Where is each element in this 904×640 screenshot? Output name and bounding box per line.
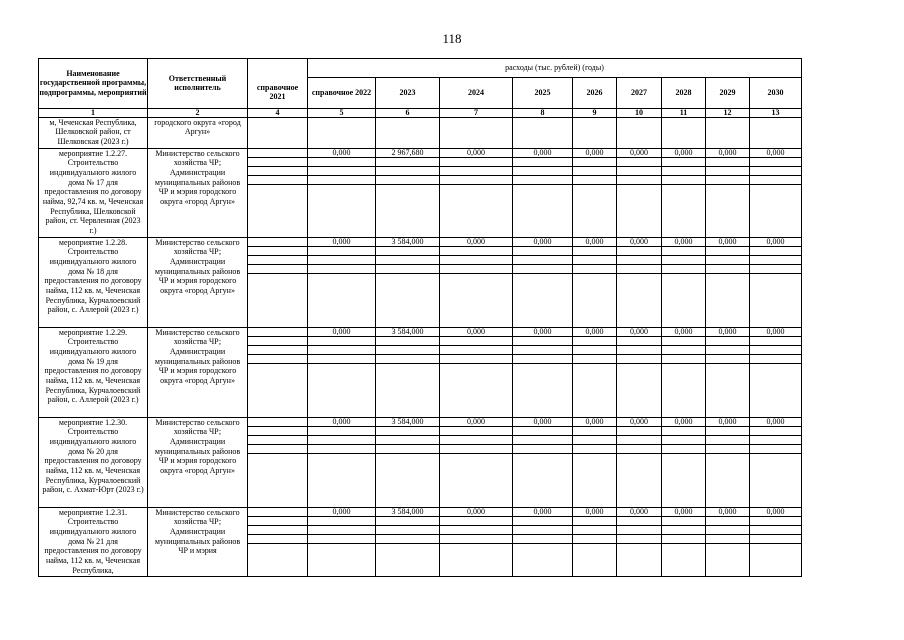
value-cell bbox=[248, 417, 308, 507]
header-year: 2028 bbox=[662, 77, 706, 108]
value-cell bbox=[308, 327, 376, 417]
value: 3 584,000 bbox=[391, 507, 424, 516]
column-number: 11 bbox=[662, 108, 706, 117]
value-cell bbox=[750, 117, 802, 148]
value-cell bbox=[248, 327, 308, 417]
value: 0,000 bbox=[674, 148, 693, 157]
value-cell bbox=[662, 327, 706, 417]
value-cell bbox=[248, 117, 308, 148]
value: 0,000 bbox=[332, 507, 351, 516]
value-cell bbox=[440, 327, 513, 417]
value: 2 967,680 bbox=[391, 148, 424, 157]
value: 0,000 bbox=[766, 417, 785, 426]
value-cell bbox=[308, 417, 376, 507]
value-cell bbox=[706, 417, 750, 507]
table-row bbox=[39, 148, 802, 237]
value-cell bbox=[750, 507, 802, 576]
value-cell bbox=[750, 417, 802, 507]
value-cell bbox=[308, 117, 376, 148]
value: 0,000 bbox=[718, 417, 737, 426]
value: 0,000 bbox=[766, 507, 785, 516]
row-executor: Министерство сельского хозяйства ЧР; Администрации муниципальных районов ЧР и мэрия городского округа «город Аргун» bbox=[148, 417, 248, 507]
row-name: мероприятие 1.2.30. Строительство индивидуального жилого дома № 20 для предоставления по договору найма, 112 кв. м, Чеченская Республика, Курчалоевский район, с. Ахмат-Юрт (2023 г.) bbox=[39, 417, 148, 507]
header-year: справочное 2021 bbox=[248, 77, 308, 108]
value-cell bbox=[617, 327, 662, 417]
table-row bbox=[39, 117, 802, 148]
header-year: 2030 bbox=[750, 77, 802, 108]
value-cell bbox=[573, 117, 617, 148]
value bbox=[248, 508, 307, 516]
value-cell bbox=[662, 507, 706, 576]
row-name: мероприятие 1.2.29. Строительство индивидуального жилого дома № 19 для предоставления по договору найма, 112 кв. м, Чеченская Республика, Курчалоевский район, с. Аллерой (2023 г.) bbox=[39, 327, 148, 417]
value-cell bbox=[513, 148, 573, 237]
value: 0,000 bbox=[332, 148, 351, 157]
row-executor: Министерство сельского хозяйства ЧР; Администрации муниципальных районов ЧР и мэрия городского округа «город Аргун» bbox=[148, 327, 248, 417]
header-year: 2024 bbox=[440, 77, 513, 108]
header-year: 2027 bbox=[617, 77, 662, 108]
value-cell bbox=[706, 237, 750, 327]
value: 0,000 bbox=[332, 237, 351, 246]
value bbox=[248, 238, 307, 246]
table-row bbox=[39, 237, 802, 327]
value-cell bbox=[440, 507, 513, 576]
value: 0,000 bbox=[332, 327, 351, 336]
header-name: Наименование государственной программы, подпрограммы, мероприятий bbox=[39, 59, 148, 109]
value-cell bbox=[662, 148, 706, 237]
table-row bbox=[39, 417, 802, 507]
row-name: мероприятие 1.2.31. Строительство индивидуального жилого дома № 21 для предоставления по договору найма, 112 кв. м, Чеченская Республика, bbox=[39, 507, 148, 576]
value-cell bbox=[573, 148, 617, 237]
value: 0,000 bbox=[467, 148, 485, 157]
value-cell bbox=[376, 327, 440, 417]
table-row bbox=[39, 507, 802, 576]
value: 3 584,000 bbox=[391, 327, 424, 336]
column-number: 6 bbox=[376, 108, 440, 117]
value: 0,000 bbox=[467, 417, 485, 426]
header-executor: Ответственный исполнитель bbox=[148, 59, 248, 109]
value: 0,000 bbox=[674, 417, 693, 426]
value-cell bbox=[308, 507, 376, 576]
value-cell bbox=[617, 117, 662, 148]
header-gap bbox=[248, 59, 308, 78]
value-cell bbox=[440, 417, 513, 507]
value: 0,000 bbox=[533, 148, 552, 157]
value-cell bbox=[440, 237, 513, 327]
value-cell bbox=[573, 327, 617, 417]
value: 0,000 bbox=[718, 148, 737, 157]
table-row bbox=[39, 327, 802, 417]
value-cell bbox=[376, 507, 440, 576]
header-year: справочное 2022 bbox=[308, 77, 376, 108]
value-cell bbox=[440, 117, 513, 148]
value-cell bbox=[376, 237, 440, 327]
value: 0,000 bbox=[630, 507, 648, 516]
value: 0,000 bbox=[718, 237, 737, 246]
header-expenses: расходы (тыс. рублей) (годы) bbox=[308, 59, 802, 78]
value bbox=[248, 149, 307, 157]
value-cell bbox=[308, 237, 376, 327]
value: 0,000 bbox=[674, 237, 693, 246]
budget-table bbox=[38, 58, 802, 577]
value-cell bbox=[513, 507, 573, 576]
header-year: 2023 bbox=[376, 77, 440, 108]
value-cell bbox=[617, 237, 662, 327]
row-executor: Министерство сельского хозяйства ЧР; Администрации муниципальных районов ЧР и мэрия bbox=[148, 507, 248, 576]
value bbox=[248, 328, 307, 336]
column-number: 9 bbox=[573, 108, 617, 117]
value: 0,000 bbox=[585, 327, 604, 336]
column-number: 10 bbox=[617, 108, 662, 117]
column-number: 4 bbox=[248, 108, 308, 117]
header-year: 2029 bbox=[706, 77, 750, 108]
value-cell bbox=[376, 148, 440, 237]
row-executor: городского округа «город Аргун» bbox=[148, 117, 248, 148]
value: 0,000 bbox=[467, 507, 485, 516]
column-number: 8 bbox=[513, 108, 573, 117]
value-cell bbox=[662, 117, 706, 148]
row-executor: Министерство сельского хозяйства ЧР; Администрации муниципальных районов ЧР и мэрия городского округа «город Аргун» bbox=[148, 148, 248, 237]
header-year: 2026 bbox=[573, 77, 617, 108]
value-cell bbox=[706, 117, 750, 148]
value: 0,000 bbox=[630, 417, 648, 426]
value-cell bbox=[248, 148, 308, 237]
value-cell bbox=[706, 507, 750, 576]
column-number: 13 bbox=[750, 108, 802, 117]
header-year: 2025 bbox=[513, 77, 573, 108]
value-cell bbox=[513, 417, 573, 507]
value: 0,000 bbox=[674, 327, 693, 336]
row-name: м, Чеченская Республика, Шелковской район, ст Шелковская (2023 г.) bbox=[39, 117, 148, 148]
value-cell bbox=[617, 417, 662, 507]
value-cell bbox=[248, 237, 308, 327]
value-cell bbox=[573, 417, 617, 507]
column-number: 7 bbox=[440, 108, 513, 117]
value: 0,000 bbox=[674, 507, 693, 516]
header-row-numbers bbox=[39, 108, 802, 117]
row-name: мероприятие 1.2.28. Строительство индивидуального жилого дома № 18 для предоставления по договору найма, 112 кв. м, Чеченская Республика, Курчалоевский район, с. Аллерой (2023 г.) bbox=[39, 237, 148, 327]
value: 0,000 bbox=[533, 327, 552, 336]
value: 0,000 bbox=[766, 148, 785, 157]
value-cell bbox=[573, 237, 617, 327]
value: 0,000 bbox=[766, 327, 785, 336]
value: 0,000 bbox=[585, 507, 604, 516]
row-name: мероприятие 1.2.27. Строительство индивидуального жилого дома № 17 для предоставления по договору найма, 92,74 кв. м, Чеченская Республика, Шелковской район, ст. Червленная (2023 г.) bbox=[39, 148, 148, 237]
value-cell bbox=[440, 148, 513, 237]
row-executor: Министерство сельского хозяйства ЧР; Администрации муниципальных районов ЧР и мэрия городского округа «город Аргун» bbox=[148, 237, 248, 327]
value: 0,000 bbox=[332, 417, 351, 426]
value-cell bbox=[662, 237, 706, 327]
value-cell bbox=[750, 327, 802, 417]
value bbox=[248, 418, 307, 426]
value: 0,000 bbox=[585, 417, 604, 426]
value: 3 584,000 bbox=[391, 237, 424, 246]
value: 0,000 bbox=[766, 237, 785, 246]
value: 0,000 bbox=[533, 417, 552, 426]
value: 0,000 bbox=[467, 237, 485, 246]
value: 0,000 bbox=[533, 507, 552, 516]
value: 0,000 bbox=[718, 327, 737, 336]
value-cell bbox=[513, 327, 573, 417]
value: 0,000 bbox=[630, 237, 648, 246]
value: 0,000 bbox=[630, 148, 648, 157]
value-cell bbox=[706, 327, 750, 417]
column-number: 5 bbox=[308, 108, 376, 117]
column-number: 2 bbox=[148, 108, 248, 117]
column-number: 1 bbox=[39, 108, 148, 117]
value-cell bbox=[513, 237, 573, 327]
value: 0,000 bbox=[630, 327, 648, 336]
value: 0,000 bbox=[533, 237, 552, 246]
column-number: 12 bbox=[706, 108, 750, 117]
page-number: 118 bbox=[442, 31, 462, 46]
header-row-group bbox=[39, 59, 802, 78]
value-cell bbox=[376, 417, 440, 507]
value-cell bbox=[308, 148, 376, 237]
value-cell bbox=[617, 507, 662, 576]
value-cell bbox=[248, 507, 308, 576]
value-cell bbox=[617, 148, 662, 237]
value-cell bbox=[750, 237, 802, 327]
value-cell bbox=[706, 148, 750, 237]
value: 0,000 bbox=[585, 237, 604, 246]
value: 0,000 bbox=[467, 327, 485, 336]
value-cell bbox=[513, 117, 573, 148]
value: 3 584,000 bbox=[391, 417, 424, 426]
value: 0,000 bbox=[585, 148, 604, 157]
value-cell bbox=[662, 417, 706, 507]
value: 0,000 bbox=[718, 507, 737, 516]
value-cell bbox=[376, 117, 440, 148]
value-cell bbox=[573, 507, 617, 576]
value-cell bbox=[750, 148, 802, 237]
